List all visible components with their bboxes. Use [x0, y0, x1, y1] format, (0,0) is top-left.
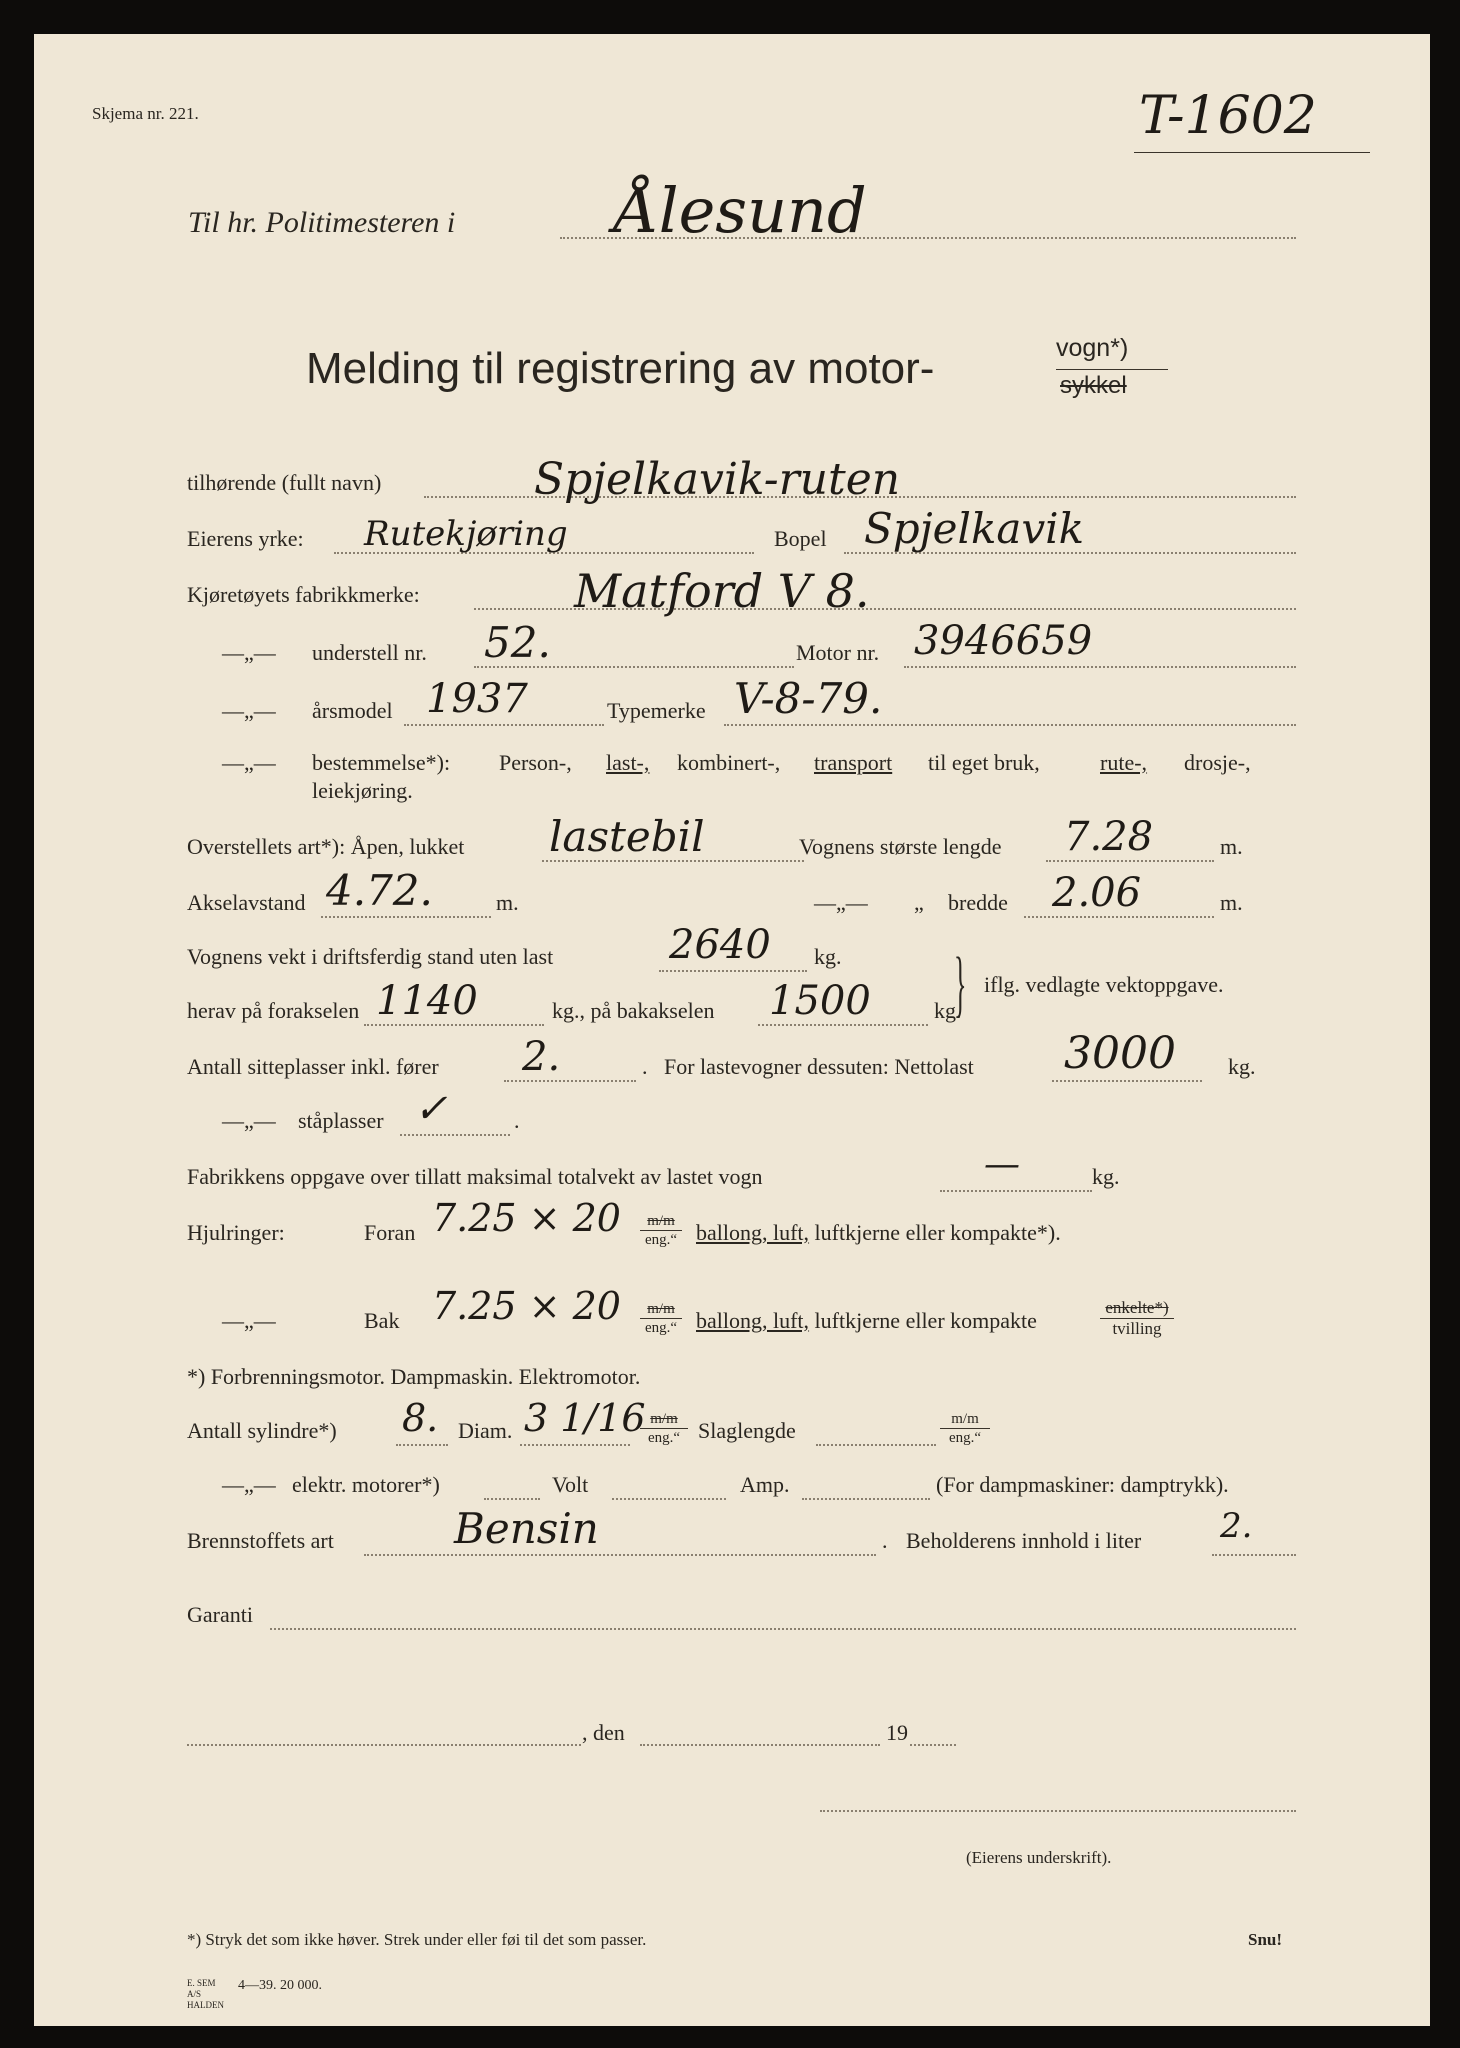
diam-line	[520, 1444, 630, 1446]
place-line	[187, 1744, 581, 1746]
ditto-mark: —„—	[222, 1308, 276, 1333]
tires-rear-types: ballong, luft, luftkjerne eller kompakte	[696, 1308, 1037, 1333]
rear-axle-label: kg., på bakakselen	[552, 998, 715, 1023]
chassis-label: understell nr.	[312, 640, 427, 665]
tires-label: Hjulringer:	[187, 1220, 285, 1245]
unit-eng: eng.“	[640, 1318, 682, 1337]
weight-brace: }	[954, 943, 967, 1025]
date-label: , den	[582, 1720, 625, 1745]
seats-period: .	[642, 1054, 648, 1079]
tires-front-label: Foran	[364, 1220, 416, 1245]
standing-label: ståplasser	[298, 1108, 384, 1133]
year-line	[404, 724, 604, 726]
unit-mm: m/m	[647, 1301, 675, 1317]
rear-axle-value: 1500	[769, 978, 871, 1024]
diam-unit	[640, 1410, 688, 1447]
net-load-value: 3000	[1064, 1028, 1176, 1079]
max-weight-label: Fabrikkens oppgave over tillatt maksimal totalvekt av lastet vogn	[187, 1164, 763, 1189]
steam-note: (For dampmaskiner: damptrykk).	[936, 1472, 1229, 1497]
purpose-option-drosje: drosje-,	[1184, 750, 1251, 775]
owner-value: Spjelkavik-ruten	[534, 454, 901, 505]
motor-label: Motor nr.	[796, 640, 880, 665]
unit-eng: eng.“	[640, 1230, 682, 1249]
body-label: Overstellets art*): Åpen, lukket	[187, 834, 465, 859]
guarantee-line	[270, 1628, 1296, 1630]
amp-line	[802, 1498, 930, 1500]
reference-number: T-1602	[1139, 86, 1317, 146]
unit-mm: m/m	[650, 1411, 678, 1427]
length-unit: m.	[1220, 834, 1243, 859]
tires-single: enkelte*)	[1105, 1298, 1169, 1317]
signature-line	[820, 1810, 1296, 1812]
unit-mm: m/m	[951, 1411, 979, 1427]
make-label: Kjøretøyets fabrikkmerke:	[187, 582, 420, 607]
title-fraction-line	[1056, 369, 1168, 370]
reference-underline	[1134, 152, 1370, 153]
net-load-label: For lastevogner dessuten: Nettolast	[664, 1054, 974, 1079]
wheelbase-label: Akselavstand	[187, 890, 306, 915]
cylinders-line	[396, 1444, 448, 1446]
purpose-line2: leiekjøring.	[312, 778, 413, 803]
tires-front-types: ballong, luft, luftkjerne eller kompakte*).	[696, 1220, 1061, 1245]
year-value: 1937	[426, 676, 528, 722]
diam-value: 3 1/16	[524, 1396, 646, 1440]
tires-rear-value: 7.25 × 20	[432, 1284, 621, 1328]
turn-page-label: Snu!	[1248, 1930, 1283, 1949]
tires-rear-label: Bak	[364, 1308, 400, 1333]
length-line	[1046, 860, 1214, 862]
purpose-option-kombinert: kombinert-,	[677, 750, 781, 775]
weight-line	[659, 970, 807, 972]
tires-rear-unit	[640, 1300, 682, 1337]
purpose-label: bestemmelse*):	[312, 750, 451, 775]
tank-value: 2.	[1220, 1506, 1253, 1546]
year-prefix: 19	[886, 1720, 908, 1745]
width-quote: „	[914, 890, 924, 915]
length-label: Vognens største lengde	[799, 834, 1002, 859]
residence-label: Bopel	[774, 526, 827, 551]
front-axle-label: herav på forakselen	[187, 998, 360, 1023]
occupation-value: Rutekjøring	[364, 514, 568, 554]
cylinders-label: Antall sylindre*)	[187, 1418, 337, 1443]
purpose-option-person: Person-,	[499, 750, 572, 775]
motor-value: 3946659	[914, 618, 1093, 664]
tires-front-unit	[640, 1212, 682, 1249]
year-suffix-line	[910, 1744, 956, 1746]
ditto-mark: —„—	[222, 698, 276, 723]
motor-line	[904, 666, 1296, 668]
ditto-mark: —„—	[222, 1108, 276, 1133]
body-value: lastebil	[549, 812, 705, 861]
stroke-line	[816, 1444, 936, 1446]
printer-mark: E. SEM A/S HALDEN	[187, 1978, 224, 2010]
volt-line	[612, 1498, 726, 1500]
max-weight-value: —	[984, 1144, 1020, 1185]
max-weight-unit: kg.	[1092, 1164, 1120, 1189]
addressee-label: Til hr. Politimesteren i	[188, 206, 456, 239]
schema-number: Skjema nr. 221.	[92, 104, 199, 123]
ditto-mark: —„—	[222, 640, 276, 665]
print-run: 4—39. 20 000.	[238, 1978, 322, 1993]
fuel-line	[364, 1554, 876, 1556]
owner-label: tilhørende (fullt navn)	[187, 470, 382, 495]
tire-types-rest: luftkjerne eller kompakte*).	[814, 1220, 1061, 1245]
purpose-option-transport: transport	[814, 750, 893, 775]
title-suffix-vogn: vogn*)	[1056, 334, 1129, 362]
max-weight-line	[940, 1190, 1092, 1192]
width-label: bredde	[948, 890, 1008, 915]
ditto-mark: —„—	[222, 750, 276, 775]
wheelbase-line	[321, 916, 491, 918]
weight-value: 2640	[669, 922, 771, 968]
width-unit: m.	[1220, 890, 1243, 915]
electric-label: elektr. motorer*)	[292, 1472, 440, 1497]
fuel-label: Brennstoffets art	[187, 1528, 334, 1553]
fuel-period: .	[882, 1528, 888, 1553]
stroke-label: Slaglengde	[698, 1418, 796, 1443]
standing-line	[400, 1134, 510, 1136]
seats-value: 2.	[522, 1034, 561, 1080]
type-label: Typemerke	[607, 698, 706, 723]
unit-eng: eng.“	[940, 1428, 990, 1447]
weight-label: Vognens vekt i driftsferdig stand uten last	[187, 944, 554, 969]
make-value: Matford V 8.	[574, 564, 870, 618]
form-title: Melding til registrering av motor-	[306, 344, 935, 393]
standing-value: ✓	[414, 1086, 448, 1132]
residence-value: Spjelkavik	[864, 504, 1085, 553]
width-value: 2.06	[1052, 870, 1142, 916]
tank-label: Beholderens innhold i liter	[906, 1528, 1142, 1553]
signature-label: (Eierens underskrift).	[966, 1848, 1112, 1867]
volt-label: Volt	[552, 1472, 589, 1497]
purpose-option-rute: rute-,	[1100, 750, 1148, 775]
cylinders-value: 8.	[402, 1396, 439, 1440]
tire-types-rest: luftkjerne eller kompakte	[814, 1308, 1037, 1333]
net-load-line	[1052, 1080, 1202, 1082]
date-line	[640, 1744, 880, 1746]
seats-label: Antall sitteplasser inkl. fører	[187, 1054, 439, 1079]
tank-line	[1212, 1554, 1296, 1556]
fuel-value: Bensin	[454, 1504, 599, 1553]
unit-eng: eng.“	[640, 1428, 688, 1447]
year-label: årsmodel	[312, 698, 393, 723]
guarantee-label: Garanti	[187, 1602, 253, 1627]
amp-label: Amp.	[740, 1472, 790, 1497]
stroke-unit	[940, 1410, 990, 1447]
purpose-option-eget-bruk: til eget bruk,	[928, 750, 1040, 775]
seats-line	[504, 1080, 636, 1082]
net-load-unit: kg.	[1228, 1054, 1256, 1079]
type-line	[724, 724, 1296, 726]
diam-label: Diam.	[458, 1418, 513, 1443]
front-axle-line	[364, 1024, 544, 1026]
engine-types: *) Forbrenningsmotor. Dampmaskin. Elektromotor.	[187, 1364, 641, 1389]
title-suffix-sykkel: sykkel	[1060, 372, 1127, 399]
type-value: V-8-79.	[734, 674, 883, 723]
form-page	[34, 34, 1430, 2026]
tires-mount	[1100, 1298, 1174, 1339]
unit-mm: m/m	[647, 1213, 675, 1229]
standing-period: .	[514, 1108, 520, 1133]
tires-twin: tvilling	[1100, 1318, 1174, 1339]
electric-line	[484, 1498, 540, 1500]
purpose-option-last: last-,	[606, 750, 650, 775]
wheelbase-unit: m.	[496, 890, 519, 915]
ditto-mark: —„—	[222, 1472, 276, 1497]
weight-unit: kg.	[814, 944, 842, 969]
footer-note: *) Stryk det som ikke høver. Strek under eller føi til det som passer.	[187, 1930, 647, 1949]
chassis-value: 52.	[484, 618, 551, 667]
addressee-value: Ålesund	[614, 174, 867, 247]
rear-axle-unit: kg.	[934, 998, 962, 1023]
weight-note: iflg. vedlagte vektoppgave.	[984, 972, 1224, 997]
occupation-label: Eierens yrke:	[187, 526, 304, 551]
ditto-mark: —„—	[814, 890, 868, 915]
length-value: 7.28	[1064, 814, 1154, 860]
rear-axle-line	[758, 1024, 928, 1026]
width-line	[1024, 916, 1214, 918]
front-axle-value: 1140	[376, 978, 478, 1024]
wheelbase-value: 4.72.	[326, 866, 433, 915]
tires-front-value: 7.25 × 20	[432, 1196, 621, 1240]
